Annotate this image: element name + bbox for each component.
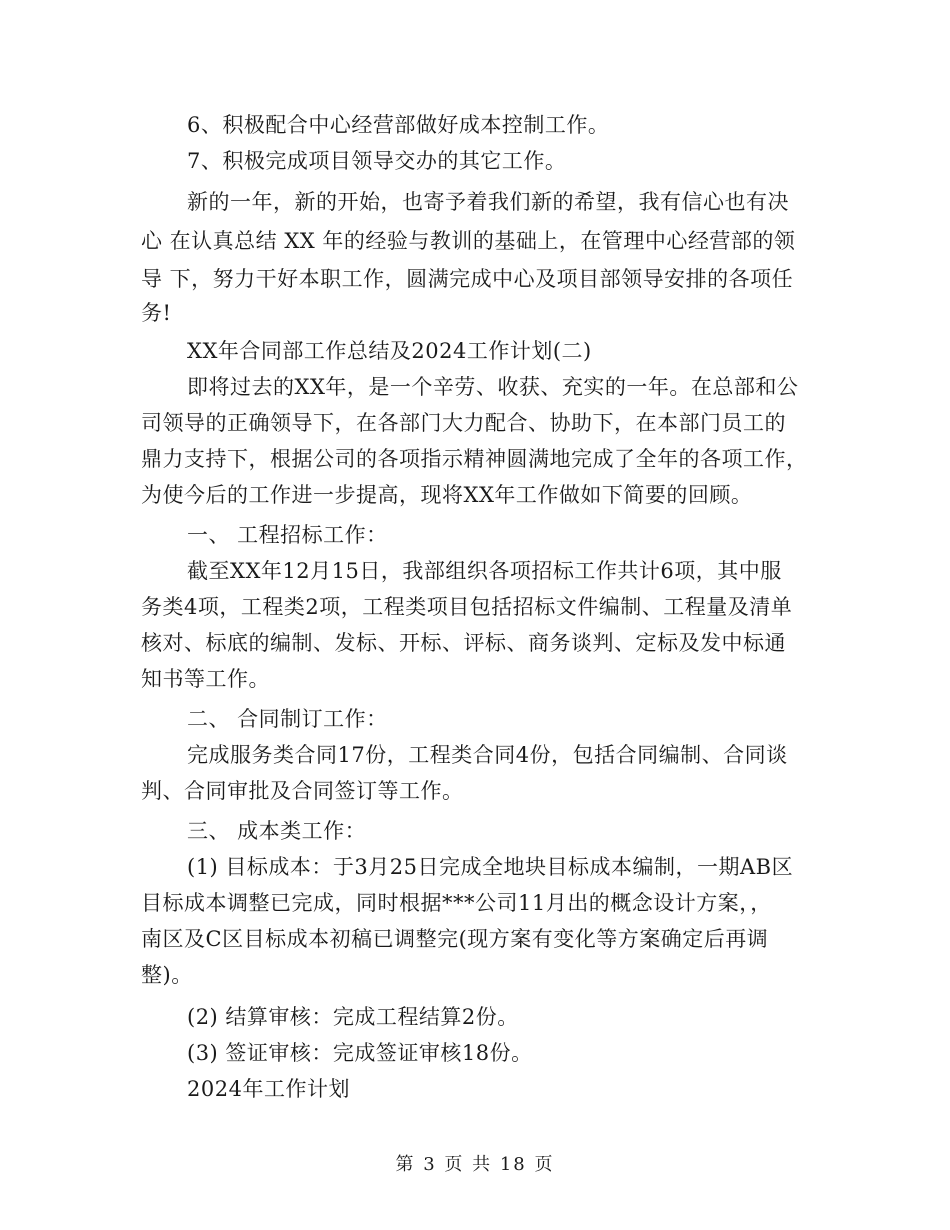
paragraph-line: 截至XX年12月15日，我部组织各项招标工作共计6项，其中服 [187, 559, 782, 583]
paragraph-line: 为使今后的工作进一步提高，现将XX年工作做如下简要的回顾。 [141, 483, 753, 507]
paragraph-line: 南区及C区目标成本初稿已调整完(现方案有变化等方案确定后再调 [141, 927, 769, 951]
paragraph-line: 鼎力支持下，根据公司的各项指示精神圆满地完成了全年的各项工作， [141, 447, 808, 471]
section-title: XX年合同部工作总结及2024工作计划(二) [187, 339, 592, 363]
paragraph-item-6: 6、积极配合中心经营部做好成本控制工作。 [187, 113, 610, 137]
paragraph-line: (1) 目标成本：于3月25日完成全地块目标成本编制，一期AB区 [187, 855, 794, 879]
paragraph-line: 即将过去的XX年，是一个辛劳、收获、充实的一年。在总部和公 [187, 375, 799, 399]
paragraph-line: 目标成本调整已完成，同时根据***公司11月出的概念设计方案，， [141, 891, 772, 915]
section-heading-2: 二、 合同制订工作： [187, 707, 388, 731]
paragraph-line: 核对、标底的编制、发标、开标、评标、商务谈判、定标及发中标通 [141, 631, 786, 655]
paragraph-line: 务! [141, 301, 172, 325]
paragraph-line: 司领导的正确领导下，在各部门大力配合、协助下，在本部门员工的 [141, 411, 786, 435]
section-heading-3: 三、 成本类工作： [187, 819, 367, 843]
section-heading-1: 一、 工程招标工作： [187, 523, 388, 547]
paragraph-line: 知书等工作。 [141, 667, 270, 691]
paragraph-item-7: 7、积极完成项目领导交办的其它工作。 [187, 149, 567, 173]
paragraph-line: 新的一年，新的开始，也寄予着我们新的希望，我有信心也有决 [187, 190, 789, 214]
paragraph-line: 务类4项，工程类2项，工程类项目包括招标文件编制、工程量及清单 [141, 595, 793, 619]
section-title: 2024年工作计划 [187, 1077, 350, 1101]
page-number-footer: 第 3 页 共 18 页 [395, 1154, 555, 1175]
paragraph-line: 判、合同审批及合同签订等工作。 [141, 779, 464, 803]
paragraph-line: 导 下，努力干好本职工作，圆满完成中心及项目部领导安排的各项任 [141, 267, 794, 291]
paragraph-line: (3) 签证审核：完成签证审核18份。 [187, 1041, 533, 1065]
paragraph-line: (2) 结算审核：完成工程结算2份。 [187, 1005, 519, 1029]
paragraph-line: 完成服务类合同17份，工程类合同4份，包括合同编制、合同谈 [187, 743, 788, 767]
paragraph-line: 心 在认真总结 XX 年的经验与教训的基础上，在管理中心经营部的领 [141, 229, 796, 253]
paragraph-line: 整)。 [141, 963, 193, 987]
